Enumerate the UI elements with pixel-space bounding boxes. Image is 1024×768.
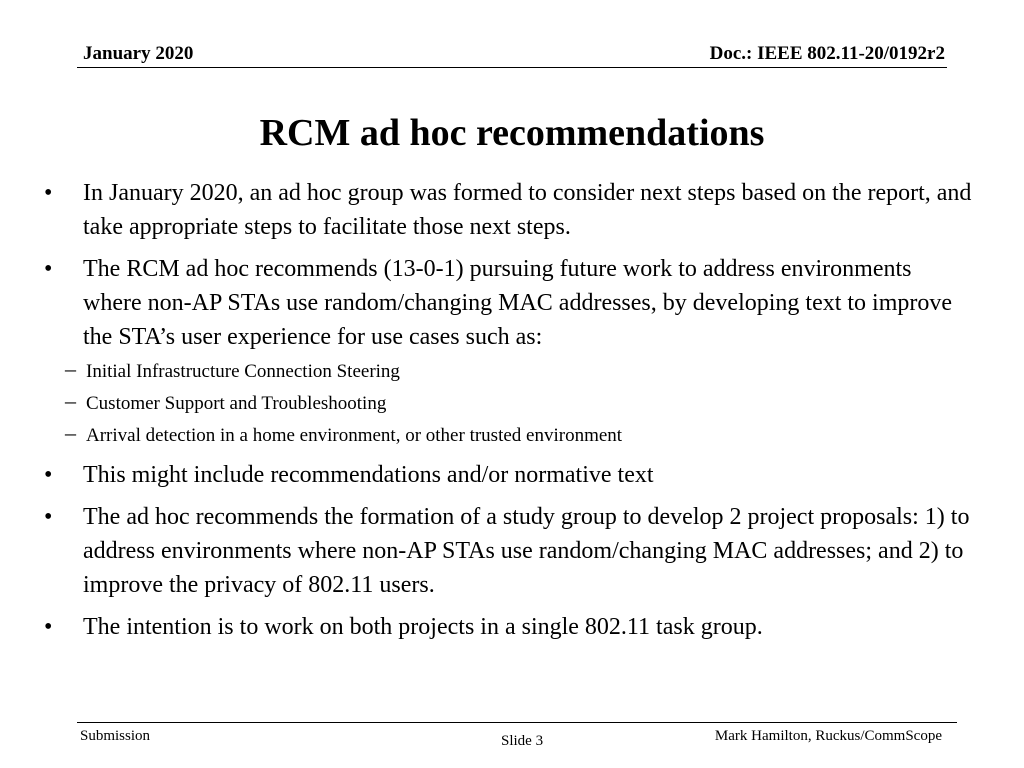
footer-submission: Submission bbox=[80, 728, 151, 744]
footer-divider bbox=[77, 722, 957, 723]
dash-icon: – bbox=[65, 420, 76, 445]
bullet-dot-icon: • bbox=[44, 180, 53, 206]
bullet-item bbox=[0, 458, 1024, 492]
bullet-text: The RCM ad hoc recommends (13-0-1) pursuing future work to address environments where non-AP STAs use random/changing MAC addresses, by developing text to improve the STA’s user experience for use cases such as: bbox=[83, 256, 953, 350]
slide-body bbox=[0, 176, 1024, 652]
bullet-item bbox=[0, 610, 1024, 644]
bullet-text: In January 2020, an ad hoc group was formed to consider next steps based on the report, and take appropriate steps to facilitate those next steps. bbox=[83, 180, 972, 240]
bullet-item bbox=[0, 252, 1024, 354]
header-date: January 2020 bbox=[83, 43, 194, 64]
sub-bullet-item bbox=[0, 420, 1024, 448]
footer-slide-number: Slide 3 bbox=[501, 733, 544, 749]
sub-bullet-list bbox=[0, 356, 1024, 448]
bullet-text: This might include recommendations and/or normative text bbox=[83, 462, 654, 488]
sub-bullet-item bbox=[0, 356, 1024, 384]
bullet-dot-icon: • bbox=[44, 504, 53, 530]
slide-title: RCM ad hoc recommendations bbox=[259, 112, 765, 154]
bullet-dot-icon: • bbox=[44, 462, 53, 488]
bullet-text: The ad hoc recommends the formation of a study group to develop 2 project proposals: 1) to address environments where non-AP STAs use random/changing MAC addresses; and 2) to improve the privacy of 802.11 users. bbox=[83, 504, 970, 598]
bullet-dot-icon: • bbox=[44, 614, 53, 640]
sub-bullet-text: Initial Infrastructure Connection Steering bbox=[86, 361, 400, 382]
bullet-item bbox=[0, 176, 1024, 244]
bullet-dot-icon: • bbox=[44, 256, 53, 282]
dash-icon: – bbox=[65, 388, 76, 413]
sub-bullet-text: Arrival detection in a home environment, or other trusted environment bbox=[86, 425, 623, 446]
dash-icon: – bbox=[65, 356, 76, 381]
sub-bullet-text: Customer Support and Troubleshooting bbox=[86, 393, 387, 414]
bullet-item bbox=[0, 500, 1024, 602]
bullet-text: The intention is to work on both projects in a single 802.11 task group. bbox=[83, 614, 763, 640]
header-doc-id: Doc.: IEEE 802.11-20/0192r2 bbox=[709, 43, 945, 64]
footer-author: Mark Hamilton, Ruckus/CommScope bbox=[714, 728, 942, 744]
sub-bullet-item bbox=[0, 388, 1024, 416]
header-divider bbox=[77, 67, 947, 68]
